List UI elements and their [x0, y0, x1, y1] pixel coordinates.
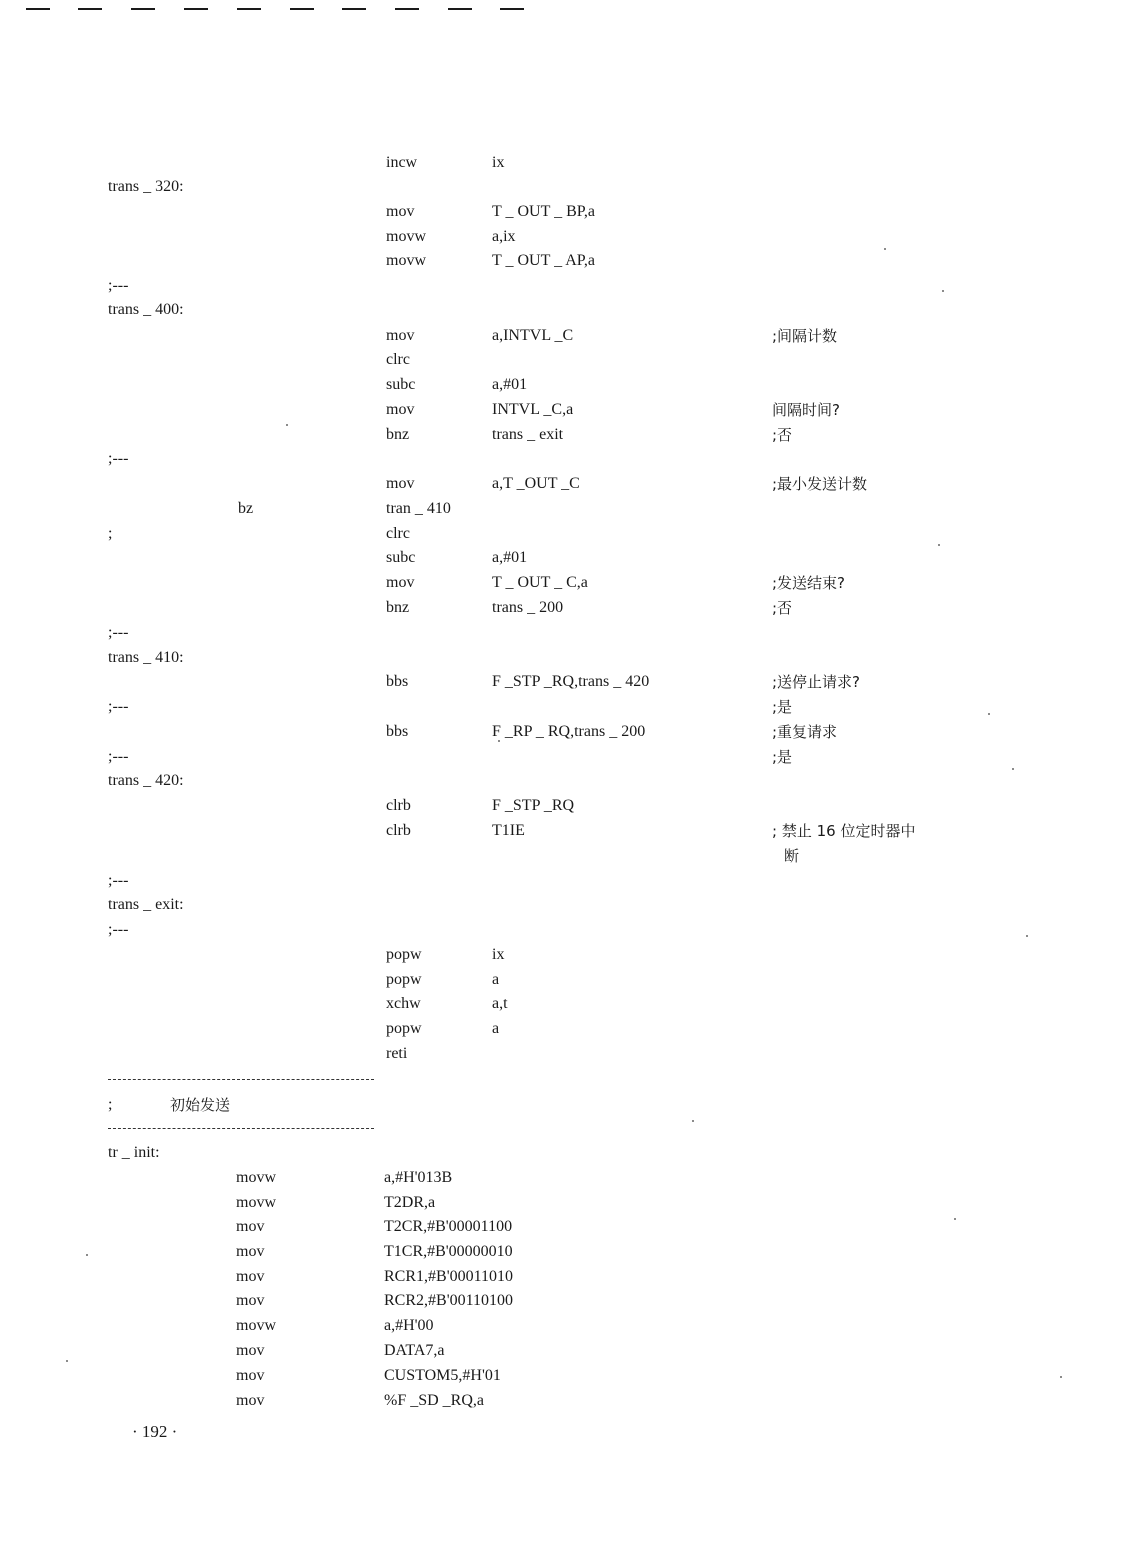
- code-line: [0, 424, 1122, 446]
- mnemonic: incw: [386, 154, 418, 171]
- operand: a,T _OUT _C: [492, 475, 580, 492]
- operand: F _RP _ RQ,trans _ 200: [492, 723, 646, 740]
- mnemonic: mov: [386, 475, 415, 492]
- operand: T2CR,#B'00001100: [384, 1218, 513, 1235]
- code-line: [0, 349, 1122, 371]
- separator-comment: ;---: [108, 698, 129, 715]
- code-comment: ;发送结束?: [772, 574, 846, 592]
- code-label: trans _ 410:: [108, 649, 184, 666]
- code-line: [0, 1390, 1122, 1412]
- code-line: [0, 325, 1122, 347]
- scan-speck: [1060, 1376, 1062, 1378]
- code-line: [0, 1018, 1122, 1040]
- mnemonic: subc: [386, 376, 416, 393]
- operand: tran _ 410: [386, 500, 451, 517]
- mnemonic: bbs: [386, 673, 409, 690]
- scan-dash: [184, 8, 208, 10]
- code-line: [0, 473, 1122, 495]
- mnemonic: mov: [236, 1243, 265, 1260]
- scan-speck: [66, 1360, 68, 1362]
- code-line: [0, 299, 1122, 321]
- code-line: [0, 1365, 1122, 1387]
- code-line: [0, 1266, 1122, 1288]
- code-line: [0, 597, 1122, 619]
- mnemonic: movw: [236, 1169, 276, 1186]
- code-line: [0, 919, 1122, 941]
- code-line: [0, 696, 1122, 718]
- mnemonic: mov: [236, 1392, 265, 1409]
- scan-dash: [448, 8, 472, 10]
- mnemonic: xchw: [386, 995, 421, 1012]
- scan-speck: [498, 740, 500, 742]
- operand: a,t: [492, 995, 508, 1012]
- mnemonic: reti: [386, 1045, 408, 1062]
- code-comment: ;是: [772, 698, 793, 716]
- operand: F _STP _RQ,trans _ 420: [492, 673, 650, 690]
- code-line: [0, 622, 1122, 644]
- separator-comment: ;---: [108, 921, 129, 938]
- code-comment: ;间隔计数: [772, 327, 838, 345]
- mnemonic: bnz: [386, 426, 410, 443]
- mnemonic: mov: [236, 1367, 265, 1384]
- code-line: [0, 498, 1122, 520]
- code-line: [0, 671, 1122, 693]
- code-line: [0, 1241, 1122, 1263]
- operand: T1IE: [492, 822, 525, 839]
- code-line: [0, 226, 1122, 248]
- operand: T1CR,#B'00000010: [384, 1243, 513, 1260]
- operand: RCR1,#B'00011010: [384, 1268, 513, 1285]
- operand: F _STP _RQ: [492, 797, 575, 814]
- mnemonic: mov: [236, 1268, 265, 1285]
- code-label: trans _ 400:: [108, 301, 184, 318]
- mnemonic: mov: [236, 1218, 265, 1235]
- mnemonic: clrc: [386, 525, 410, 542]
- scan-speck: [954, 1218, 956, 1220]
- mnemonic: mov: [236, 1342, 265, 1359]
- operand: a: [492, 1020, 500, 1037]
- mnemonic: movw: [386, 228, 426, 245]
- code-line: [0, 374, 1122, 396]
- operand: trans _ 200: [492, 599, 564, 616]
- code-line: [0, 969, 1122, 991]
- separator-comment: ;---: [108, 872, 129, 889]
- operand: ix: [492, 154, 505, 171]
- separator-comment: ;---: [108, 450, 129, 467]
- scan-dash: [500, 8, 524, 10]
- code-line: [0, 1142, 1122, 1164]
- code-label: trans _ exit:: [108, 896, 184, 913]
- operand: a,#01: [492, 376, 528, 393]
- scan-speck: [988, 713, 990, 715]
- scan-speck: [286, 424, 288, 426]
- operand: a,INTVL _C: [492, 327, 574, 344]
- scan-speck: [938, 544, 940, 546]
- scan-speck: [942, 290, 944, 292]
- scan-dash: [342, 8, 366, 10]
- code-line: [0, 523, 1122, 545]
- operand: a,#H'013B: [384, 1169, 453, 1186]
- scan-speck: [1012, 768, 1014, 770]
- scan-dash: [395, 8, 419, 10]
- code-line: [0, 746, 1122, 768]
- section-title: 初始发送: [170, 1096, 231, 1114]
- separator-comment: ;: [108, 525, 113, 542]
- operand: a,ix: [492, 228, 516, 245]
- code-comment: ;送停止请求?: [772, 673, 861, 691]
- dashed-rule: [108, 1079, 374, 1080]
- mnemonic: popw: [386, 1020, 422, 1037]
- operand: INTVL _C,a: [492, 401, 574, 418]
- scan-dash: [131, 8, 155, 10]
- code-line: [0, 547, 1122, 569]
- code-line: [0, 845, 1122, 867]
- code-line: [0, 820, 1122, 842]
- code-line: [0, 647, 1122, 669]
- mnemonic: mov: [386, 203, 415, 220]
- mnemonic: mov: [386, 401, 415, 418]
- code-line: [0, 795, 1122, 817]
- code-line: [0, 1340, 1122, 1362]
- operand: T _ OUT _ C,a: [492, 574, 588, 591]
- code-line: [0, 1167, 1122, 1189]
- operand: T2DR,a: [384, 1194, 436, 1211]
- mnemonic: movw: [386, 252, 426, 269]
- mnemonic: popw: [386, 971, 422, 988]
- operand: T _ OUT _ BP,a: [492, 203, 595, 220]
- operand: DATA7,a: [384, 1342, 445, 1359]
- mnemonic: clrc: [386, 351, 410, 368]
- code-line: [0, 894, 1122, 916]
- operand: RCR2,#B'00110100: [384, 1292, 513, 1309]
- code-comment: ;否: [772, 426, 793, 444]
- code-line: [0, 770, 1122, 792]
- code-line: [0, 448, 1122, 470]
- code-line: [0, 1290, 1122, 1312]
- scan-speck: [86, 1254, 88, 1256]
- code-comment: 间隔时间?: [772, 401, 840, 419]
- code-comment: ; 禁止 16 位定时器中: [772, 822, 916, 840]
- code-comment: ;重复请求: [772, 723, 838, 741]
- operand: ix: [492, 946, 505, 963]
- code-line: [0, 399, 1122, 421]
- code-line: [0, 870, 1122, 892]
- scan-speck: [884, 248, 886, 250]
- mnemonic: bnz: [386, 599, 410, 616]
- mnemonic: mov: [236, 1292, 265, 1309]
- mnemonic: clrb: [386, 797, 411, 814]
- operand: T _ OUT _ AP,a: [492, 252, 595, 269]
- code-label: tr _ init:: [108, 1144, 160, 1161]
- separator-comment: ;---: [108, 624, 129, 641]
- code-comment: ;否: [772, 599, 793, 617]
- code-comment: ;最小发送计数: [772, 475, 868, 493]
- operand: a,#01: [492, 549, 528, 566]
- operand: trans _ exit: [492, 426, 564, 443]
- code-line: [0, 1043, 1122, 1065]
- code-line: [0, 1315, 1122, 1337]
- mnemonic: movw: [236, 1317, 276, 1334]
- code-comment-continued: 断: [784, 847, 800, 865]
- scan-dash: [237, 8, 261, 10]
- mnemonic: clrb: [386, 822, 411, 839]
- separator-comment: ;---: [108, 748, 129, 765]
- operand: a: [492, 971, 500, 988]
- code-line: [0, 176, 1122, 198]
- scan-speck: [1026, 935, 1028, 937]
- operand: a,#H'00: [384, 1317, 434, 1334]
- scan-dash: [26, 8, 50, 10]
- mnemonic: bz: [238, 500, 254, 517]
- page-number: · 192 ·: [132, 1422, 178, 1441]
- code-line: [0, 152, 1122, 174]
- code-line: [0, 944, 1122, 966]
- mnemonic: mov: [386, 327, 415, 344]
- mnemonic: bbs: [386, 723, 409, 740]
- code-line: [0, 993, 1122, 1015]
- code-line: [0, 721, 1122, 743]
- dashed-rule: [108, 1128, 374, 1129]
- mnemonic: popw: [386, 946, 422, 963]
- mnemonic: subc: [386, 549, 416, 566]
- code-label: trans _ 420:: [108, 772, 184, 789]
- section-semicolon: ;: [108, 1096, 113, 1113]
- code-line: [0, 201, 1122, 223]
- code-line: [0, 1192, 1122, 1214]
- code-line: [0, 250, 1122, 272]
- mnemonic: movw: [236, 1194, 276, 1211]
- separator-comment: ;---: [108, 277, 129, 294]
- scan-dash: [78, 8, 102, 10]
- code-label: trans _ 320:: [108, 178, 184, 195]
- operand: %F _SD _RQ,a: [384, 1392, 485, 1409]
- operand: CUSTOM5,#H'01: [384, 1367, 501, 1384]
- code-comment: ;是: [772, 748, 793, 766]
- scan-dash: [290, 8, 314, 10]
- code-line: [0, 275, 1122, 297]
- scan-speck: [692, 1120, 694, 1122]
- code-line: [0, 572, 1122, 594]
- mnemonic: mov: [386, 574, 415, 591]
